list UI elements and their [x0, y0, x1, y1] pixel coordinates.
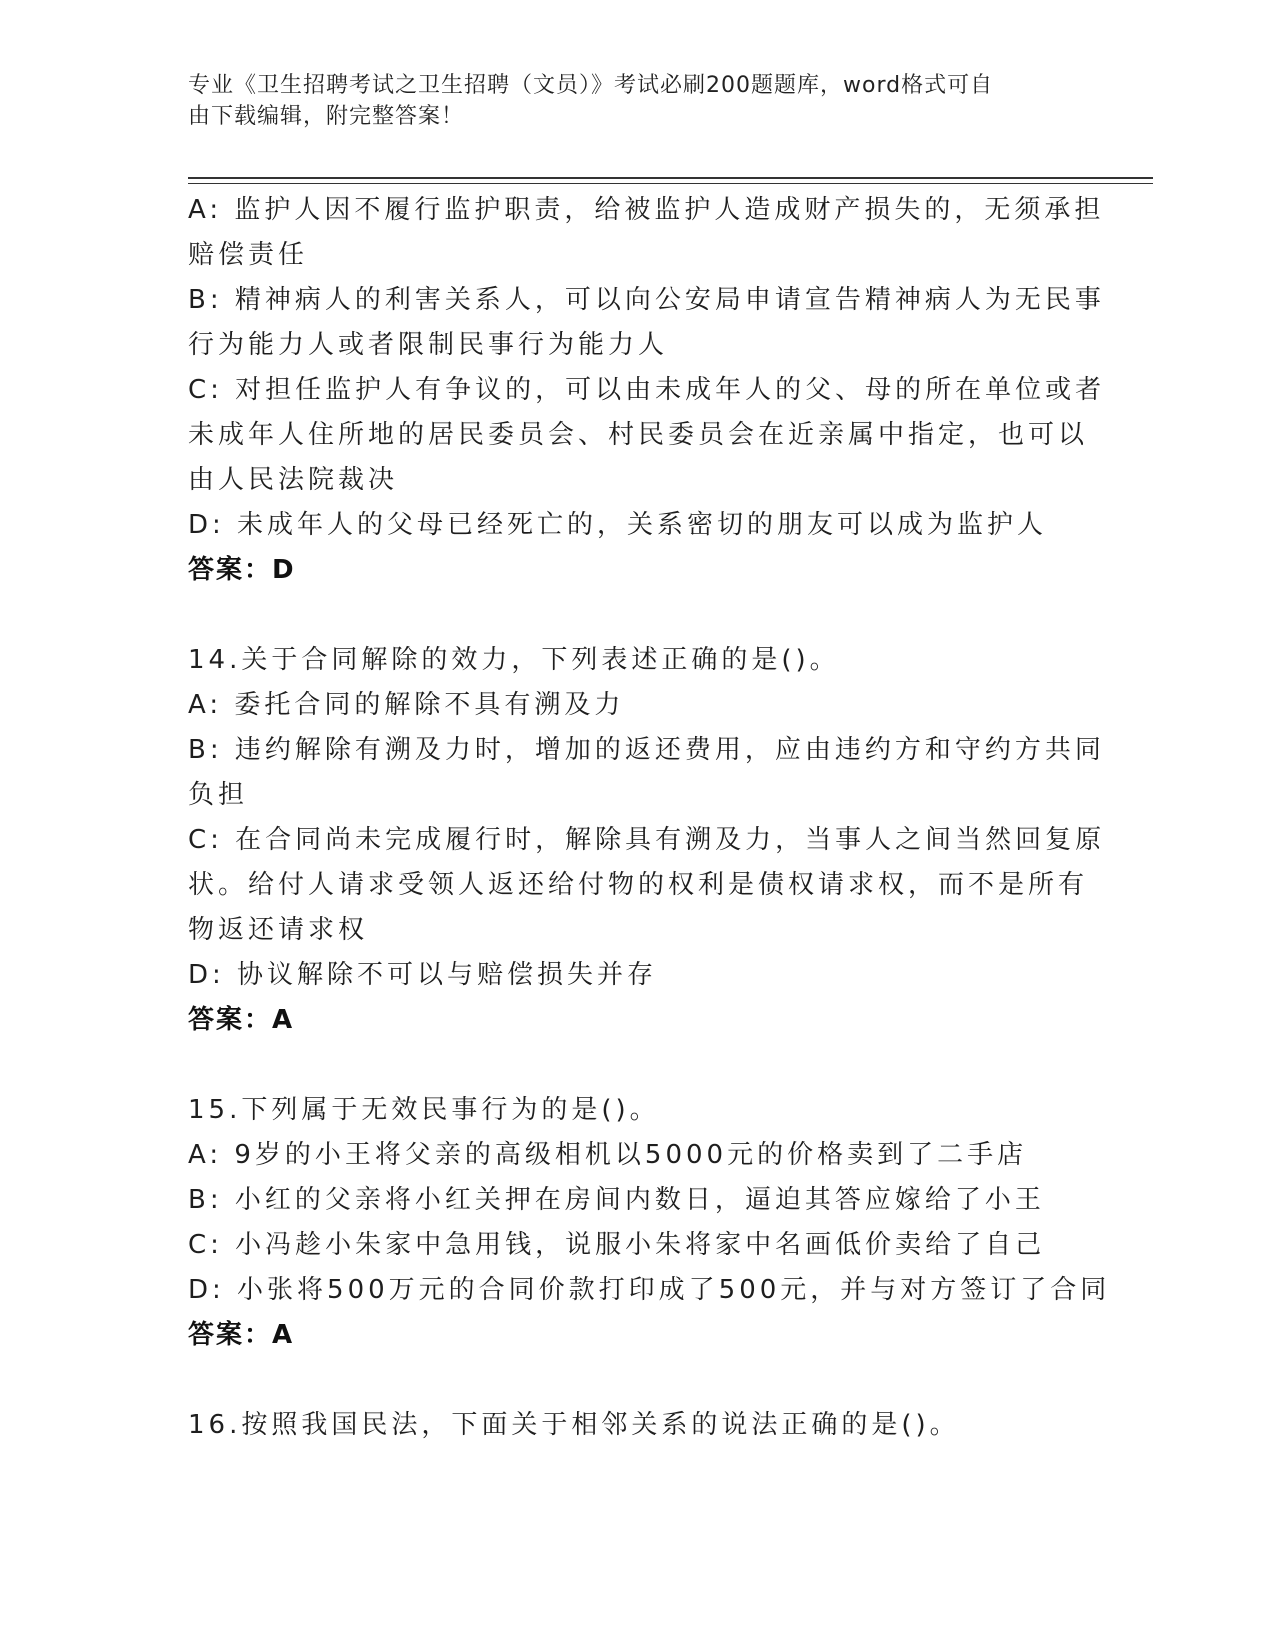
option-d-line: D: 未成年人的父母已经死亡的，关系密切的朋友可以成为监护人	[188, 510, 1048, 540]
header-line-1: 专业《卫生招聘考试之卫生招聘（文员）》考试必刷200题题库，word格式可自	[188, 73, 994, 98]
question-14	[188, 638, 1106, 1043]
option-c-line: 未成年人住所地的居民委员会、村民委员会在近亲属中指定，也可以	[188, 420, 1089, 450]
document-body	[188, 188, 1111, 1448]
option-a-line: A: 委托合同的解除不具有溯及力	[188, 690, 625, 720]
question-16	[188, 1403, 1078, 1448]
header-divider-thin	[188, 183, 1153, 184]
option-c-line: C: 在合同尚未完成履行时，解除具有溯及力，当事人之间当然回复原	[188, 825, 1106, 855]
question-13-options	[188, 188, 1106, 593]
header-divider-thick	[188, 177, 1153, 179]
option-c-line: 物返还请求权	[188, 915, 369, 945]
answer-label: 答案：A	[188, 1005, 295, 1035]
option-a-line: A: 监护人因不履行监护职责，给被监护人造成财产损失的，无须承担	[188, 195, 1105, 225]
option-d-line: D: 协议解除不可以与赔偿损失并存	[188, 960, 658, 990]
option-c-line: C: 小冯趁小朱家中急用钱，说服小朱将家中名画低价卖给了自己	[188, 1230, 1046, 1260]
document-header	[188, 70, 1073, 132]
option-a-line: A: 9岁的小王将父亲的高级相机以5000元的价格卖到了二手店	[188, 1140, 1028, 1170]
question-text: 15.下列属于无效民事行为的是()。	[188, 1095, 660, 1125]
option-c-line: 状。给付人请求受领人返还给付物的权利是债权请求权，而不是所有	[188, 870, 1089, 900]
question-15	[188, 1088, 1111, 1358]
option-c-line: 由人民法院裁决	[188, 465, 399, 495]
option-b-line: B: 小红的父亲将小红关押在房间内数日，逼迫其答应嫁给了小王	[188, 1185, 1045, 1215]
answer-label: 答案：D	[188, 555, 296, 585]
question-text: 14.关于合同解除的效力，下列表述正确的是()。	[188, 645, 840, 675]
question-text: 16.按照我国民法，下面关于相邻关系的说法正确的是()。	[188, 1410, 960, 1440]
option-c-line: C: 对担任监护人有争议的，可以由未成年人的父、母的所在单位或者	[188, 375, 1106, 405]
option-b-line: 行为能力人或者限制民事行为能力人	[188, 330, 669, 360]
option-b-line: B: 精神病人的利害关系人，可以向公安局申请宣告精神病人为无民事	[188, 285, 1105, 315]
answer-label: 答案：A	[188, 1320, 295, 1350]
option-d-line: D: 小张将500万元的合同价款打印成了500元，并与对方签订了合同	[188, 1275, 1111, 1305]
option-b-line: 负担	[188, 780, 249, 810]
option-b-line: B: 违约解除有溯及力时，增加的返还费用，应由违约方和守约方共同	[188, 735, 1105, 765]
option-a-line: 赔偿责任	[188, 240, 309, 270]
header-line-2: 由下载编辑，附完整答案！	[188, 104, 465, 129]
